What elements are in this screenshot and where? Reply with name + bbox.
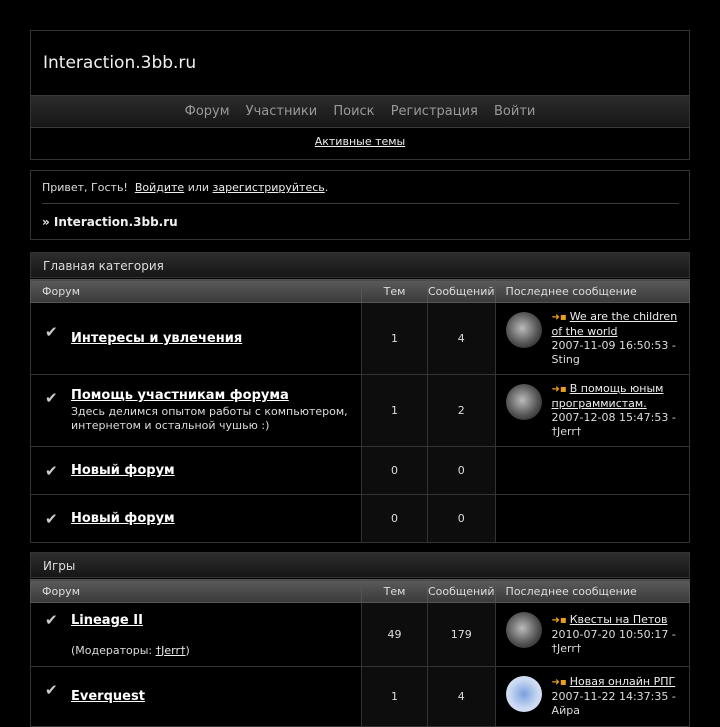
- nav-register[interactable]: Регистрация: [390, 104, 478, 119]
- topic-count: 0: [362, 447, 428, 495]
- table-row: [31, 667, 690, 727]
- col-topics: Тем: [362, 580, 428, 603]
- active-topics-link[interactable]: Активные темы: [314, 135, 406, 148]
- check-icon: ✔: [45, 681, 58, 699]
- check-icon: ✔: [45, 510, 58, 528]
- last-post-date: 2007-11-22 14:37:35: [551, 690, 669, 703]
- table-row: [31, 495, 690, 543]
- forum-cell: [31, 303, 362, 375]
- last-post: ➜▪ Квесты на Петов 2010-07-20 10:50:17 - †Jerr†: [551, 613, 676, 655]
- sub-nav: [31, 135, 689, 148]
- topic-count: 1: [362, 667, 428, 727]
- greeting-suffix: .: [324, 181, 329, 194]
- forum-cell: [31, 603, 362, 667]
- last-post: ➜▪ We are the children of the world 2007-11-09 16:50:53 - Sting: [551, 310, 678, 366]
- post-count: 0: [428, 495, 496, 543]
- last-post-link[interactable]: Новая онлайн РПГ: [569, 675, 676, 688]
- moderators-label: (Модераторы:: [71, 643, 153, 657]
- last-post-user: Sting: [551, 353, 580, 366]
- goto-arrow-icon[interactable]: ➜▪: [551, 312, 567, 323]
- goto-arrow-icon[interactable]: ➜▪: [551, 615, 567, 626]
- check-icon: ✔: [45, 389, 58, 407]
- register-link[interactable]: зарегистрируйтесь: [212, 181, 325, 194]
- last-post-link[interactable]: We are the children of the world: [551, 310, 678, 338]
- last-post-date: 2007-12-08 15:47:53: [551, 411, 669, 424]
- last-post-cell: [495, 667, 689, 727]
- forum-link[interactable]: Интересы и увлечения: [71, 331, 243, 346]
- post-count: 2: [428, 375, 496, 447]
- last-post-cell: [495, 495, 689, 543]
- topic-count: 1: [362, 303, 428, 375]
- avatar: [506, 612, 542, 648]
- forum-table: [30, 279, 690, 543]
- col-forum: Форум: [31, 580, 362, 603]
- nav-forum[interactable]: Форум: [184, 104, 230, 119]
- nav-search[interactable]: Поиск: [333, 104, 375, 119]
- avatar: [506, 384, 542, 420]
- goto-arrow-icon[interactable]: ➜▪: [551, 384, 567, 395]
- check-icon: ✔: [45, 462, 58, 480]
- table-row: [31, 303, 690, 375]
- table-row: [31, 447, 690, 495]
- forum-link[interactable]: Everquest: [71, 689, 145, 704]
- avatar: [506, 676, 542, 712]
- goto-arrow-icon[interactable]: ➜▪: [551, 677, 567, 688]
- check-icon: ✔: [45, 611, 58, 629]
- col-posts: Сообщений: [428, 580, 496, 603]
- last-post-user: †Jerr†: [551, 642, 582, 655]
- forum-cell: [31, 375, 362, 447]
- category-title: Главная категория: [30, 252, 690, 278]
- table-row: [31, 603, 690, 667]
- topic-count: 1: [362, 375, 428, 447]
- breadcrumb[interactable]: » Interaction.3bb.ru: [42, 215, 178, 229]
- nav-login[interactable]: Войти: [494, 104, 536, 119]
- header: [30, 30, 690, 160]
- post-count: 4: [428, 667, 496, 727]
- last-post-link[interactable]: В помощь юным программистам.: [551, 382, 664, 410]
- last-post-cell: [495, 375, 689, 447]
- forum-description: Здесь делимся опытом работы с компьютером, интернетом и остальной чушью :): [71, 405, 348, 432]
- post-count: 4: [428, 303, 496, 375]
- topic-count: 0: [362, 495, 428, 543]
- or-text: или: [187, 181, 210, 194]
- col-posts: Сообщений: [428, 280, 496, 303]
- col-last-post: Последнее сообщение: [495, 580, 689, 603]
- forum-cell: [31, 495, 362, 543]
- category-games: [30, 552, 690, 727]
- post-count: 0: [428, 447, 496, 495]
- table-row: [31, 375, 690, 447]
- last-post: ➜▪ В помощь юным программистам. 2007-12-08 15:47:53 - †Jerr†: [551, 382, 676, 438]
- divider: [42, 203, 679, 204]
- forum-cell: [31, 447, 362, 495]
- check-icon: ✔: [45, 323, 58, 341]
- last-post-cell: [495, 447, 689, 495]
- forum-link[interactable]: Помощь участникам форума: [71, 388, 289, 403]
- nav-users[interactable]: Участники: [245, 104, 318, 119]
- forum-link[interactable]: Lineage II: [71, 612, 143, 628]
- post-count: 179: [428, 603, 496, 667]
- moderators: (Модераторы: †Jerr†): [71, 643, 190, 657]
- last-post-link[interactable]: Квесты на Петов: [569, 613, 668, 626]
- col-forum: Форум: [31, 280, 362, 303]
- forum-link[interactable]: Новый форум: [71, 463, 175, 478]
- site-title[interactable]: Interaction.3bb.ru: [43, 53, 197, 73]
- greeting: [42, 181, 328, 194]
- greeting-text: Привет, Гость!: [42, 181, 128, 194]
- category-title: Игры: [30, 552, 690, 578]
- last-post-user: Айра: [551, 704, 580, 717]
- last-post: ➜▪ Новая онлайн РПГ 2007-11-22 14:37:35 - Айра: [551, 675, 676, 717]
- moderator-link[interactable]: †Jerr†: [155, 643, 186, 657]
- welcome-box: [30, 170, 690, 240]
- forum-table: [30, 579, 690, 727]
- avatar: [506, 312, 542, 348]
- last-post-user: †Jerr†: [551, 425, 582, 438]
- last-post-cell: [495, 303, 689, 375]
- category-main: [30, 252, 690, 543]
- main-nav: [31, 95, 689, 128]
- last-post-cell: [495, 603, 689, 667]
- topic-count: 49: [362, 603, 428, 667]
- last-post-date: 2010-07-20 10:50:17: [551, 628, 669, 641]
- col-last-post: Последнее сообщение: [495, 280, 689, 303]
- col-topics: Тем: [362, 280, 428, 303]
- forum-link[interactable]: Новый форум: [71, 511, 175, 526]
- forum-cell: [31, 667, 362, 727]
- last-post-date: 2007-11-09 16:50:53: [551, 339, 669, 352]
- login-link[interactable]: Войдите: [134, 181, 185, 194]
